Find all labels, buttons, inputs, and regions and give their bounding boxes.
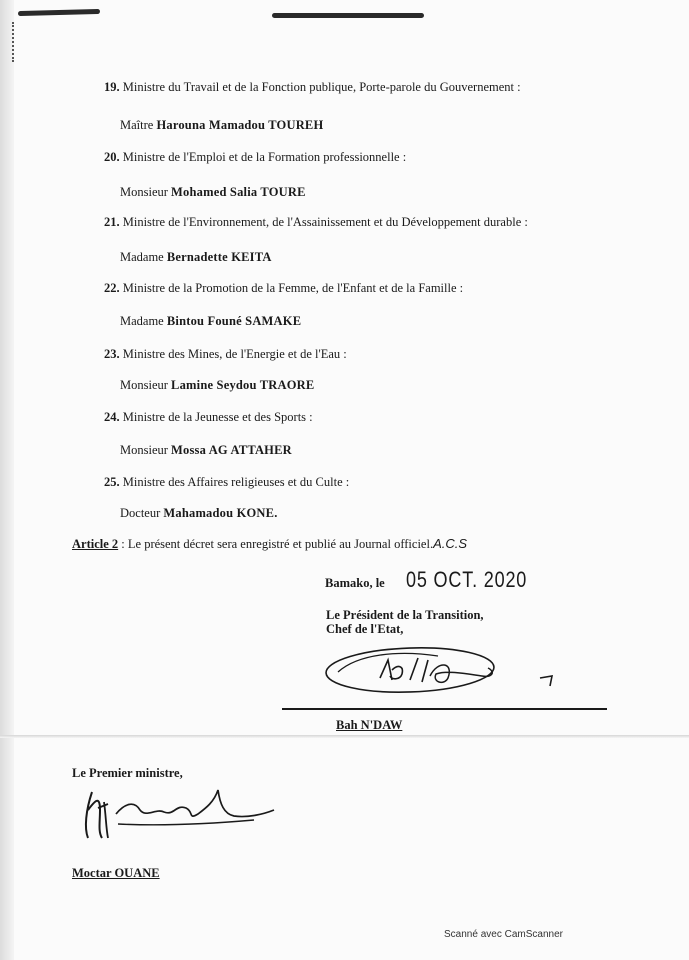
holder-name: Bintou Founé SAMAKE [166,314,302,328]
president-name: Bah N'DAW [336,718,403,732]
minister-holder-25 [120,506,278,521]
minister-title-22 [104,281,463,296]
president-title-line: Le Président de la Transition, [326,608,484,622]
holder-name: Harouna Mamadou TOUREH [156,118,324,132]
scan-edge-marks [12,22,17,62]
scan-left-edge [0,0,14,960]
minister-title-19 [104,80,521,95]
scanner-watermark: Scanné avec CamScanner [444,929,563,940]
president-title-line: Chef de l'Etat, [326,622,404,636]
minister-holder-24 [120,443,292,458]
minister-holder-23 [120,378,314,393]
signing-date-stamp: 05 OCT. 2020 [406,567,528,592]
article-label: Article 2 [72,537,119,551]
honorific: Docteur [120,506,161,520]
minister-title: Ministre des Affaires religieuses et du Culte : [122,475,350,489]
minister-title: Ministre de l'Emploi et de la Formation professionnelle : [122,150,407,164]
president-title [326,608,484,636]
minister-number: 23. [104,347,120,361]
minister-title-24 [104,410,313,425]
minister-holder-19 [120,118,323,133]
holder-name: Mohamed Salia TOURE [171,185,306,199]
minister-number: 25. [104,475,120,489]
article-2 [72,536,467,552]
minister-title: Ministre des Mines, de l'Energie et de l'Eau : [122,347,347,361]
president-signature-image [318,640,563,702]
honorific: Madame [120,250,164,264]
minister-title-25 [104,475,349,490]
minister-title-21 [104,215,528,230]
article-text: : Le présent décret sera enregistré et publié au Journal officiel. [118,537,434,551]
honorific: Maître [120,118,154,132]
holder-name: Mossa AG ATTAHER [171,443,292,457]
honorific: Monsieur [120,185,168,199]
minister-title-23 [104,347,347,362]
holder-name: Mahamadou KONE. [163,506,278,520]
minister-title: Ministre du Travail et de la Fonction publique, Porte-parole du Gouvernement : [122,80,521,94]
minister-title: Ministre de la Promotion de la Femme, de l'Enfant et de la Famille : [122,281,464,295]
minister-holder-22 [120,314,301,329]
honorific: Madame [120,314,164,328]
prime-minister-signature-image [78,780,278,850]
minister-title: Ministre de la Jeunesse et des Sports : [122,410,313,424]
minister-number: 24. [104,410,120,424]
prime-minister-title: Le Premier ministre, [72,766,183,780]
minister-number: 22. [104,281,120,295]
minister-number: 20. [104,150,120,164]
signing-place: Bamako, le [325,576,385,590]
holder-name: Bernadette KEITA [166,250,272,264]
minister-holder-20 [120,185,306,200]
minister-title-20 [104,150,406,165]
minister-number: 19. [104,80,120,94]
scan-top-mark [272,13,424,18]
holder-name: Lamine Seydou TRAORE [171,378,315,392]
honorific: Monsieur [120,443,168,457]
page-fold [0,735,689,738]
minister-holder-21 [120,250,272,265]
initials-mark: A.C.S [433,536,468,551]
minister-number: 21. [104,215,120,229]
scan-top-mark [18,9,100,16]
prime-minister-name: Moctar OUANE [72,866,160,880]
signature-line [282,708,607,710]
minister-title: Ministre de l'Environnement, de l'Assainissement et du Développement durable : [122,215,528,229]
honorific: Monsieur [120,378,168,392]
